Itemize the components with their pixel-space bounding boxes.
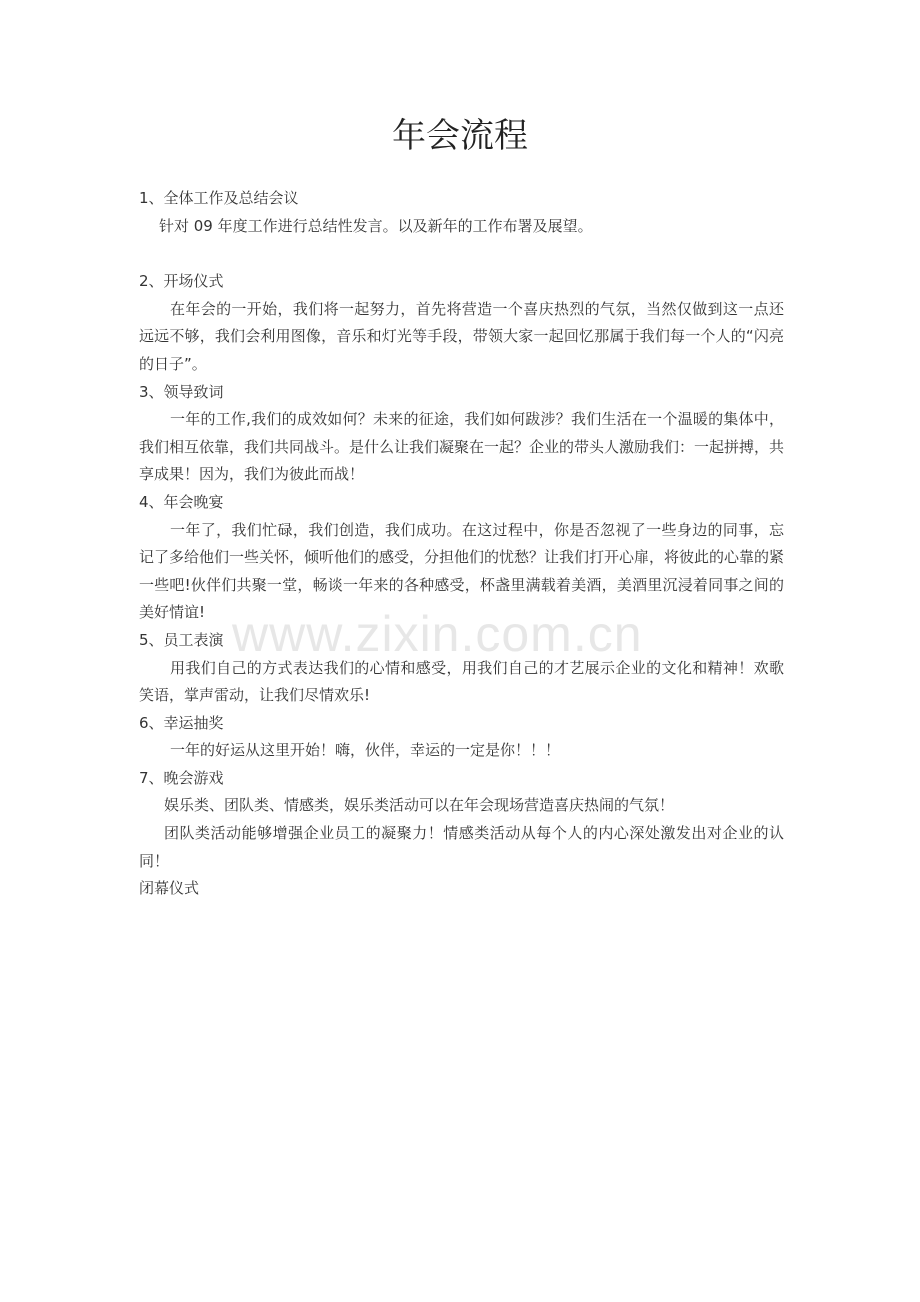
section-heading-7: 7、晚会游戏 (139, 768, 224, 787)
section-heading-1: 1、全体工作及总结会议 (139, 189, 299, 207)
section-paragraph-5: 用我们自己的方式表达我们的心情和感受，用我们自己的才艺展示企业的文化和精神！欢歌笑语，掌声雷动，让我们尽情欢乐! (139, 658, 784, 705)
section-heading-3: 3、领导致词 (139, 382, 224, 401)
section-heading-6: 6、幸运抽奖 (139, 713, 224, 732)
section-paragraph-1: 针对 09 年度工作进行总结性发言。以及新年的工作布署及展望。 (159, 216, 593, 235)
section-paragraph-3: 一年的工作,我们的成效如何？未来的征途，我们如何跋涉？我们生活在一个温暖的集体中，我们相互依靠，我们共同战斗。是什么让我们凝聚在一起？企业的带头人激励我们：一起拼搏，共享成果！因为，我们为彼此而战！ (139, 410, 785, 484)
section-heading-2: 2、开场仪式 (139, 272, 224, 291)
section-paragraph-4: 一年了，我们忙碌，我们创造，我们成功。在这过程中，你是否忽视了一些身边的同事，忘记了多给他们一些关怀，倾听他们的感受，分担他们的忧愁？让我们打开心扉，将彼此的心靠的紧一些吧!伙伴们共聚一堂，畅谈一年来的各种感受，杯盏里满载着美酒，美酒里沉浸着同事之间的美好情谊! (139, 520, 785, 622)
section-heading-5: 5、员工表演 (139, 630, 224, 649)
watermark-text: www.zixin.com.cn (232, 606, 643, 662)
closing-heading: 闭幕仪式 (139, 879, 200, 898)
section-spacer (139, 240, 784, 268)
section-heading-4: 4、年会晚宴 (139, 492, 224, 511)
section-paragraph-7b: 团队类活动能够增强企业员工的凝聚力！情感类活动从每个人的内心深处激发出对企业的认同！ (139, 824, 784, 870)
section-paragraph-6: 一年的好运从这里开始！嗨，伙伴，幸运的一定是你！！！ (170, 741, 561, 760)
section-paragraph-7a: 娱乐类、团队类、情感类，娱乐类活动可以在年会现场营造喜庆热闹的气氛！ (164, 796, 675, 815)
page-title: 年会流程 (392, 116, 528, 156)
document-body (139, 185, 784, 903)
section-paragraph-2: 在年会的一开始，我们将一起努力，首先将营造一个喜庆热烈的气氛，当然仅做到这一点还远远不够，我们会利用图像，音乐和灯光等手段，带领大家一起回忆那属于我们每一个人的“闪亮的日子”。 (139, 299, 784, 373)
